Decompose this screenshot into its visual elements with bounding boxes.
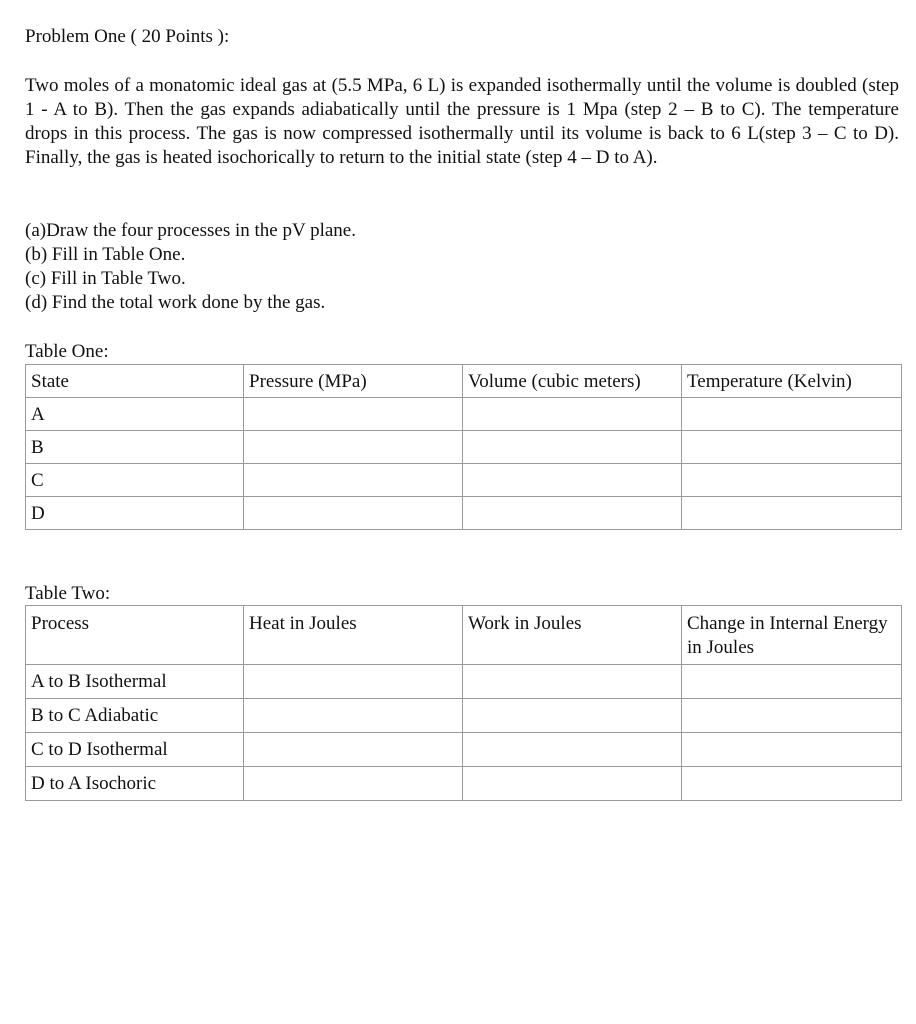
- volume-cell[interactable]: [463, 497, 682, 530]
- table-row: [26, 398, 902, 431]
- header-cell: Work in Joules: [463, 606, 682, 665]
- header-cell: State: [26, 365, 244, 398]
- part-b: (b) Fill in Table One.: [25, 244, 186, 265]
- pressure-cell[interactable]: [244, 497, 463, 530]
- process-cell: C to D Isothermal: [26, 733, 244, 767]
- temperature-cell[interactable]: [682, 464, 902, 497]
- header-cell: Change in Internal Energy in Joules: [682, 606, 902, 665]
- heat-cell[interactable]: [244, 767, 463, 801]
- internal-energy-cell[interactable]: [682, 733, 902, 767]
- table-row: [26, 431, 902, 464]
- work-cell[interactable]: [463, 733, 682, 767]
- header-cell: Pressure (MPa): [244, 365, 463, 398]
- table-header-row: [26, 365, 902, 398]
- internal-energy-cell[interactable]: [682, 767, 902, 801]
- table-row: [26, 767, 902, 801]
- pressure-cell[interactable]: [244, 398, 463, 431]
- part-d: (d) Find the total work done by the gas.: [25, 292, 326, 313]
- table-row: [26, 497, 902, 530]
- heat-cell[interactable]: [244, 733, 463, 767]
- table-row: [26, 665, 902, 699]
- table-header-row: [26, 606, 902, 665]
- heat-cell[interactable]: [244, 665, 463, 699]
- volume-cell[interactable]: [463, 398, 682, 431]
- table-two-label: Table Two:: [25, 583, 111, 604]
- volume-cell[interactable]: [463, 431, 682, 464]
- volume-cell[interactable]: [463, 464, 682, 497]
- problem-statement: Two moles of a monatomic ideal gas at (5.5 MPa, 6 L) is expanded isothermally until the volume is doubled (step 1 - A to B). Then the gas expands adiabatically until the pressure is 1 Mpa (step 2 – B to C). The temperature drops in this process. The gas is now compressed isothermally until its volume is back to 6 L(step 3 – C to D). Finally, the gas is heated isochorically to return to the initial state (step 4 – D to A).: [25, 75, 899, 168]
- header-cell: Heat in Joules: [244, 606, 463, 665]
- work-cell[interactable]: [463, 699, 682, 733]
- state-cell: B: [26, 431, 244, 464]
- table-row: [26, 699, 902, 733]
- temperature-cell[interactable]: [682, 431, 902, 464]
- process-cell: D to A Isochoric: [26, 767, 244, 801]
- table-one: [25, 364, 902, 530]
- work-cell[interactable]: [463, 665, 682, 699]
- header-cell: Volume (cubic meters): [463, 365, 682, 398]
- header-cell: Temperature (Kelvin): [682, 365, 902, 398]
- part-c: (c) Fill in Table Two.: [25, 268, 186, 289]
- table-two: [25, 605, 902, 801]
- heat-cell[interactable]: [244, 699, 463, 733]
- problem-title: Problem One ( 20 Points ):: [25, 26, 230, 47]
- table-row: [26, 733, 902, 767]
- temperature-cell[interactable]: [682, 398, 902, 431]
- pressure-cell[interactable]: [244, 431, 463, 464]
- problem-parts: [25, 219, 356, 315]
- internal-energy-cell[interactable]: [682, 699, 902, 733]
- header-cell: Process: [26, 606, 244, 665]
- process-cell: A to B Isothermal: [26, 665, 244, 699]
- state-cell: D: [26, 497, 244, 530]
- table-one-label: Table One:: [25, 341, 109, 362]
- state-cell: A: [26, 398, 244, 431]
- state-cell: C: [26, 464, 244, 497]
- work-cell[interactable]: [463, 767, 682, 801]
- pressure-cell[interactable]: [244, 464, 463, 497]
- internal-energy-cell[interactable]: [682, 665, 902, 699]
- table-row: [26, 464, 902, 497]
- part-a: (a)Draw the four processes in the pV plane.: [25, 220, 356, 241]
- temperature-cell[interactable]: [682, 497, 902, 530]
- process-cell: B to C Adiabatic: [26, 699, 244, 733]
